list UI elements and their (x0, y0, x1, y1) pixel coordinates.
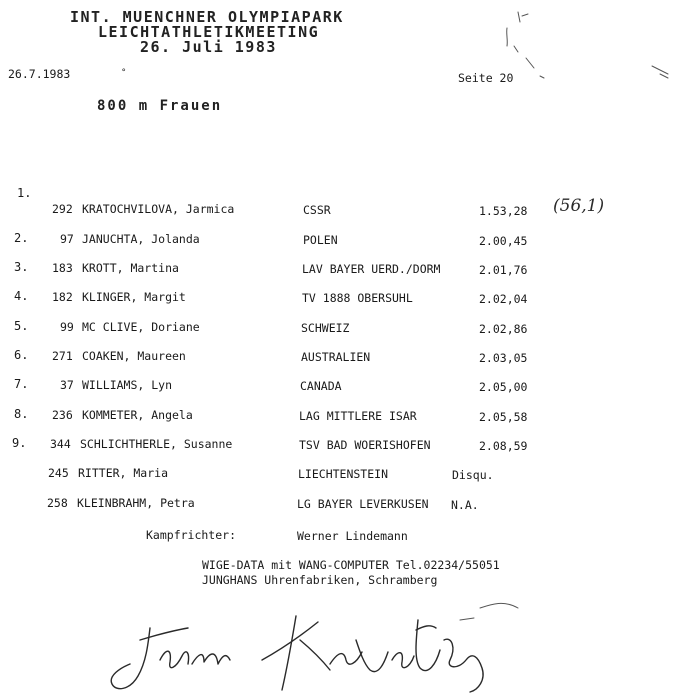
result-club: AUSTRALIEN (301, 350, 371, 364)
result-bib: 236 (52, 408, 73, 422)
page-number: Seite 20 (458, 71, 514, 85)
signature-image (111, 616, 483, 692)
result-name: RITTER, Maria (78, 466, 169, 480)
rank: 8. (14, 407, 29, 421)
result-name: WILLIAMS, Lyn (82, 378, 173, 392)
result-club: LIECHTENSTEIN (298, 467, 389, 481)
result-name: KLEINBRAHM, Petra (77, 496, 195, 510)
result-club: LG BAYER LEVERKUSEN (297, 497, 429, 511)
result-bib: 182 (52, 290, 73, 304)
event-title: 800 m Frauen (97, 98, 223, 114)
result-time: 2.03,05 (479, 351, 528, 365)
header-line-2: LEICHTATHLETIKMEETING (98, 23, 320, 41)
header-line-3: 26. Juli 1983 (140, 38, 277, 56)
bullet-mark: ° (121, 68, 127, 78)
handwritten-split-time: (56,1) (553, 196, 605, 216)
rank: 3. (14, 260, 29, 274)
referee-name: Werner Lindemann (297, 529, 408, 543)
result-name: SCHLICHTHERLE, Susanne (80, 437, 233, 451)
result-bib: 99 (60, 320, 74, 334)
result-bib: 344 (50, 437, 71, 451)
result-bib: 183 (52, 261, 73, 275)
rank: 2. (14, 231, 29, 245)
rank: 5. (14, 319, 29, 333)
result-name: COAKEN, Maureen (82, 349, 186, 363)
result-name: JANUCHTA, Jolanda (82, 232, 200, 246)
result-club: CSSR (303, 203, 331, 217)
result-bib: 292 (52, 202, 73, 216)
referee-label: Kampfrichter: (146, 528, 237, 542)
result-name: KLINGER, Margit (82, 290, 186, 304)
print-date: 26.7.1983 (8, 67, 71, 81)
result-time: 2.08,59 (479, 439, 528, 453)
rank: 1. (17, 186, 32, 200)
result-club: LAG MITTLERE ISAR (299, 409, 417, 423)
result-club: LAV BAYER UERD./DORM (302, 262, 441, 276)
footer-line-1: WIGE-DATA mit WANG-COMPUTER Tel.02234/55051 (202, 558, 500, 572)
rank: 7. (14, 377, 29, 391)
result-status: N.A. (451, 498, 479, 512)
result-time: 2.01,76 (479, 263, 528, 277)
result-bib: 245 (48, 466, 69, 480)
result-name: KROTT, Martina (82, 261, 179, 275)
result-bib: 37 (60, 378, 74, 392)
result-time: 1.53,28 (479, 204, 528, 218)
result-name: KRATOCHVILOVA, Jarmica (82, 202, 235, 216)
rank: 4. (14, 289, 29, 303)
result-time: 2.00,45 (479, 234, 528, 248)
result-club: CANADA (300, 379, 342, 393)
result-bib: 97 (60, 232, 74, 246)
result-club: SCHWEIZ (301, 321, 350, 335)
rank: 9. (12, 436, 27, 450)
result-name: MC CLIVE, Doriane (82, 320, 200, 334)
footer-line-2: JUNGHANS Uhrenfabriken, Schramberg (202, 573, 438, 587)
result-time: 2.05,00 (479, 380, 528, 394)
result-bib: 258 (47, 496, 68, 510)
result-club: POLEN (303, 233, 338, 247)
result-time: 2.05,58 (479, 410, 528, 424)
rank: 6. (14, 348, 29, 362)
header-line-1: INT. MUENCHNER OLYMPIAPARK (70, 8, 344, 26)
result-time: 2.02,86 (479, 322, 528, 336)
stray-marks (460, 12, 668, 620)
result-club: TV 1888 OBERSUHL (302, 291, 413, 305)
result-bib: 271 (52, 349, 73, 363)
result-club: TSV BAD WOERISHOFEN (299, 438, 431, 452)
result-name: KOMMETER, Angela (82, 408, 193, 422)
result-time: 2.02,04 (479, 292, 528, 306)
result-status: Disqu. (452, 468, 494, 482)
